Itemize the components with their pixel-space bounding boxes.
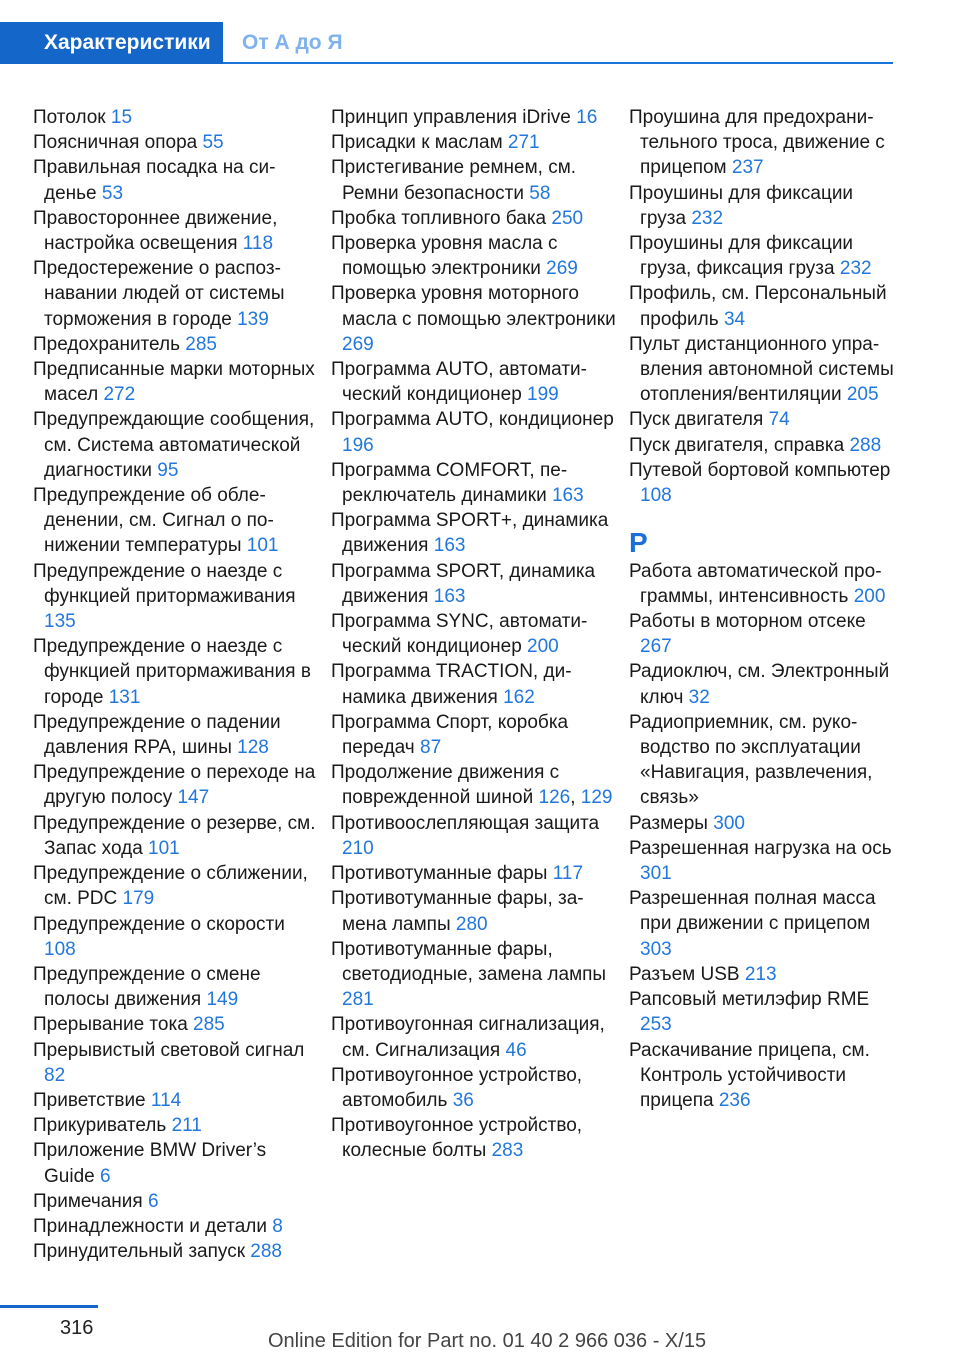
- page-link[interactable]: 232: [839, 258, 872, 280]
- index-entry-term: Противоугонная сигнализация, см. Сигнализация: [331, 1014, 605, 1061]
- page-link[interactable]: 300: [713, 812, 745, 834]
- index-entry-term: Присадки к маслам: [331, 132, 508, 154]
- index-entry-term: Размеры: [629, 812, 714, 834]
- page-link[interactable]: 53: [101, 182, 124, 204]
- page-link[interactable]: 135: [44, 611, 76, 633]
- index-entry-term: Противотуманные фары, светодиодные, замена лампы: [331, 938, 607, 985]
- page-link[interactable]: 118: [242, 233, 274, 255]
- index-entry: [331, 811, 617, 861]
- index-entry-term: Проверка уровня масла с помощью электроники: [331, 233, 558, 280]
- page-link[interactable]: 236: [718, 1089, 751, 1111]
- index-entry: [331, 1012, 617, 1062]
- index-entry: [331, 937, 617, 1013]
- index-entry: [33, 634, 319, 710]
- page-link[interactable]: 163: [433, 585, 466, 607]
- index-entry-term: Работа автоматической программы, интенсивность: [629, 560, 882, 607]
- page-link[interactable]: 8: [272, 1215, 283, 1237]
- index-entry: [33, 1214, 319, 1239]
- index-entry-term: Проверка уровня моторного масла с помощью электроники: [331, 283, 616, 330]
- index-entry: [629, 659, 897, 709]
- index-entry-term: Программа AUTO, автоматический кондиционер: [331, 359, 587, 406]
- index-entry: [33, 1088, 319, 1113]
- index-entry: [629, 886, 897, 962]
- index-entry: [33, 407, 319, 483]
- page-link[interactable]: 232: [691, 207, 724, 229]
- index-entry: [629, 609, 897, 659]
- index-entry: [331, 105, 617, 130]
- index-entry-term: Предупреждение о скорости: [33, 913, 285, 935]
- page-number-rule: [0, 1305, 98, 1308]
- index-entry-term: Правильная посадка на сиденье: [33, 157, 276, 204]
- index-entry-term: Предупреждение об обледенении, см. Сигнал о понижении температуры: [33, 485, 274, 557]
- page-link[interactable]: 55: [202, 132, 224, 154]
- page-link[interactable]: 237: [731, 157, 764, 179]
- page-link[interactable]: 6: [147, 1190, 159, 1212]
- page-number: 316: [60, 1317, 94, 1339]
- index-entry-term: Примечания: [33, 1190, 148, 1212]
- index-entry: [33, 1012, 319, 1037]
- index-entry-term: Потолок: [33, 107, 111, 128]
- index-entry-term: Путевой бортовой компьютер: [629, 459, 891, 481]
- index-entry-term: Предупреждающие сообщения, см. Система автоматической диагностики: [33, 409, 315, 481]
- tab-a-to-z[interactable]: От А до Я: [242, 31, 343, 54]
- index-entry-term: Приложение BMW Driver’s Guide: [33, 1140, 267, 1187]
- page-link[interactable]: 281: [342, 989, 374, 1011]
- index-entry-term: Противотуманные фары, замена лампы: [331, 888, 584, 935]
- page-link[interactable]: 36: [452, 1089, 474, 1111]
- index-entry: [33, 962, 319, 1012]
- page-link[interactable]: 87: [420, 737, 442, 759]
- index-entry: [33, 760, 319, 810]
- index-entry: [331, 1063, 617, 1113]
- index-entry-term: Пристегивание ремнем, см. Ремни безопасности: [331, 157, 577, 204]
- index-entry: [629, 836, 897, 886]
- index-entry: [331, 659, 617, 709]
- index-entry: [629, 407, 897, 432]
- page-link[interactable]: 199: [527, 384, 559, 406]
- index-entry-term: Противоугонное устройство, автомобиль: [331, 1064, 583, 1111]
- page-link[interactable]: 211: [171, 1115, 202, 1137]
- index-entry: [331, 206, 617, 231]
- page-link[interactable]: 163: [433, 535, 466, 557]
- index-entry: [331, 861, 617, 886]
- page-link[interactable]: 283: [491, 1140, 524, 1162]
- index-entry: [331, 231, 617, 281]
- index-entry: [629, 332, 897, 408]
- index-entry-term: Программа Спорт, коробка передач: [331, 711, 569, 759]
- page-link[interactable]: 108: [44, 938, 76, 960]
- footer-edition: Online Edition for Part no. 01 40 2 966 036 - X/15: [268, 1330, 707, 1352]
- page-link[interactable]: 147: [177, 787, 210, 809]
- index-entry: [33, 710, 319, 760]
- index-entry-term: Приветствие: [33, 1089, 151, 1111]
- page-link[interactable]: 74: [768, 409, 790, 431]
- index-entry-term: Профиль, см. Персональный профиль: [629, 283, 887, 330]
- index-entry-term: Проушина для предохранительного троса, движение с прицепом: [629, 107, 885, 179]
- index-entry-term: Программа COMFORT, переключатель динамики: [331, 459, 568, 507]
- tab-characteristics[interactable]: Характеристики: [0, 22, 223, 64]
- page-link[interactable]: 117: [552, 863, 584, 885]
- page-link[interactable]: 253: [640, 1014, 672, 1036]
- index-entry-term: Пульт дистанционного управления автономной системы отопления/вентиляции: [629, 333, 894, 406]
- index-entry-term: Противотуманные фары: [331, 863, 553, 885]
- index-entry: [331, 155, 617, 205]
- page-link[interactable]: 6: [99, 1165, 111, 1187]
- page-link[interactable]: 200: [527, 636, 559, 658]
- index-entry: [629, 1038, 897, 1114]
- page-link[interactable]: 285: [185, 333, 217, 355]
- page-link[interactable]: 272: [103, 384, 136, 406]
- index-entry: [33, 357, 319, 407]
- index-column-3: [629, 105, 897, 1113]
- page-link[interactable]: 301: [640, 863, 672, 885]
- index-entry-term: Пуск двигателя: [629, 409, 769, 431]
- index-entry: [33, 912, 319, 962]
- index-entry: [33, 130, 319, 155]
- index-entry: [629, 559, 897, 609]
- index-entry: [331, 357, 617, 407]
- page-link[interactable]: 149: [206, 989, 239, 1011]
- index-entry-term: Рапсовый метилэфир RME: [629, 989, 870, 1011]
- index-entry: [629, 433, 897, 458]
- index-entry: [629, 962, 897, 987]
- index-entry: [33, 1239, 319, 1264]
- index-entry: [629, 231, 897, 281]
- page-separator: ,: [570, 787, 581, 809]
- index-entry-term: Радиоприемник, см. руководство по эксплуатации «Навигация, развлечения, связь»: [629, 711, 873, 809]
- page-link[interactable]: 288: [849, 434, 882, 456]
- index-entry-term: Проушины для фиксации груза: [629, 182, 854, 229]
- index-entry: [33, 1113, 319, 1138]
- index-entry: [331, 609, 617, 659]
- index-entry-term: Предостережение о распознавании людей от системы торможения в городе: [33, 258, 285, 330]
- index-entry-term: Предупреждение о смене полосы движения: [33, 963, 261, 1011]
- section-letter-text: Р: [629, 526, 648, 558]
- index-entry: [33, 256, 319, 332]
- index-entry-term: Программа SPORT, динамика движения: [331, 560, 596, 607]
- index-entry: [331, 407, 617, 457]
- index-entry-term: Предупреждение о переходе на другую полосу: [33, 762, 316, 809]
- page-link[interactable]: 82: [44, 1064, 66, 1086]
- index-entry-term: Противоослепляющая защита: [331, 812, 600, 834]
- index-entry-term: Предупреждение о падении давления RPA, шины: [33, 711, 281, 759]
- index-entry: [629, 987, 897, 1037]
- index-entry-term: Программа SYNC, автоматический кондиционер: [331, 611, 588, 658]
- page-link[interactable]: 250: [551, 207, 584, 229]
- header-tab-bar: [0, 0, 893, 64]
- index-entry-term: Пробка топливного бака: [331, 207, 552, 229]
- page-link[interactable]: 210: [342, 837, 374, 859]
- index-entry-term: Предупреждение о сближении, см. PDC: [33, 863, 308, 910]
- index-entry-term: Прерывистый световой сигнал: [33, 1039, 305, 1061]
- page-link[interactable]: 163: [551, 485, 584, 507]
- index-entry-term: Программа SPORT+, динамика движения: [331, 510, 609, 557]
- index-entry: [33, 1138, 319, 1188]
- index-entry: [331, 130, 617, 155]
- index-entry: [331, 281, 617, 357]
- index-entry-term: Предупреждение о резерве, см. Запас хода: [33, 812, 316, 859]
- index-entry: [331, 1113, 617, 1163]
- page-link[interactable]: 288: [250, 1241, 282, 1263]
- index-entry: [629, 710, 897, 811]
- index-entry: [331, 508, 617, 558]
- page-link[interactable]: 114: [150, 1089, 182, 1111]
- index-entry: [331, 458, 617, 508]
- index-entry-term: Радиоключ, см. Электронный ключ: [629, 661, 890, 708]
- index-entry-term: Разъем USB: [629, 963, 745, 985]
- page-link[interactable]: 213: [744, 963, 777, 985]
- page-link[interactable]: 126: [538, 787, 571, 809]
- index-entry: [33, 559, 319, 635]
- index-entry-term: Принцип управления iDrive: [331, 107, 577, 128]
- page-link[interactable]: 179: [122, 888, 155, 910]
- index-entry-term: Раскачивание прицепа, см. Контроль устойчивости прицепа: [629, 1039, 870, 1111]
- index-entry-term: Проушины для фиксации груза, фиксация груза: [629, 233, 854, 280]
- index-entry: [331, 760, 617, 810]
- index-entry-term: Прикуриватель: [33, 1115, 172, 1137]
- index-entry: [33, 1189, 319, 1214]
- page-link[interactable]: 108: [640, 485, 672, 507]
- page-link[interactable]: 129: [580, 787, 613, 809]
- index-entry: [629, 811, 897, 836]
- page-link[interactable]: 16: [576, 107, 598, 128]
- index-entry-term: Программа AUTO, кондиционер: [331, 409, 614, 431]
- page-link[interactable]: 32: [688, 686, 710, 708]
- index-entry: [33, 861, 319, 911]
- index-entry-term: Работы в моторном отсеке: [629, 611, 866, 633]
- index-entry-term: Противоугонное устройство, колесные болты: [331, 1115, 583, 1162]
- page-link[interactable]: 128: [237, 737, 269, 759]
- index-entry: [331, 886, 617, 936]
- index-entry: [33, 206, 319, 256]
- page-link[interactable]: 46: [505, 1039, 527, 1061]
- index-entry-term: Принадлежности и детали: [33, 1215, 273, 1237]
- index-entry: [629, 281, 897, 331]
- index-entry: [33, 332, 319, 357]
- index-column-2: [331, 105, 617, 1164]
- index-entry-term: Предписанные марки моторных масел: [33, 359, 315, 406]
- page-link[interactable]: 101: [246, 535, 279, 557]
- section-letter: [629, 508, 897, 558]
- index-entry: [629, 458, 897, 508]
- page-link[interactable]: 285: [193, 1014, 225, 1036]
- index-entry-term: Правостороннее движение, настройка освещения: [33, 207, 278, 255]
- page-link[interactable]: 139: [237, 308, 269, 330]
- page-link[interactable]: 271: [507, 132, 540, 154]
- page-link[interactable]: 205: [846, 384, 879, 406]
- page-link[interactable]: 95: [157, 459, 179, 481]
- page-link[interactable]: 269: [546, 258, 578, 280]
- page-link[interactable]: 15: [110, 107, 133, 128]
- index-entry-term: Разрешенная нагрузка на ось: [629, 837, 892, 859]
- page-link[interactable]: 280: [455, 913, 488, 935]
- index-entry-term: Поясничная опора: [33, 132, 203, 154]
- index-entry: [33, 811, 319, 861]
- index-entry-term: Предупреждение о наезде с функцией притормаживания в городе: [33, 636, 311, 708]
- page-link[interactable]: 131: [108, 686, 141, 708]
- index-entry: [33, 105, 319, 130]
- page-link[interactable]: 34: [723, 308, 746, 330]
- page-link[interactable]: 58: [529, 182, 551, 204]
- index-entry-term: Пуск двигателя, справка: [629, 434, 850, 456]
- page-link[interactable]: 303: [640, 938, 672, 960]
- page-link[interactable]: 269: [342, 333, 374, 355]
- index-entry-term: Принудительный запуск: [33, 1241, 251, 1263]
- index-entry-term: Прерывание тока: [33, 1014, 194, 1036]
- index-column-1: [33, 105, 319, 1264]
- index-entry: [33, 483, 319, 559]
- index-entry-term: Предупреждение о наезде с функцией притормаживания: [33, 560, 296, 607]
- page-link[interactable]: 200: [853, 585, 886, 607]
- index-entry: [331, 559, 617, 609]
- index-entry: [331, 710, 617, 760]
- index-entry: [33, 1038, 319, 1088]
- page-link[interactable]: 101: [148, 837, 180, 859]
- page-link[interactable]: 162: [503, 686, 535, 708]
- index-entry: [33, 155, 319, 205]
- index-entry-term: Предохранитель: [33, 333, 186, 355]
- index-entry-term: Продолжение движения с поврежденной шиной: [331, 762, 560, 809]
- index-entry-term: Разрешенная полная масса при движении с прицепом: [629, 888, 876, 935]
- index-entry: [629, 105, 897, 181]
- page-link[interactable]: 196: [342, 434, 374, 456]
- page-link[interactable]: 267: [640, 636, 672, 658]
- index-entry: [629, 181, 897, 231]
- index-entry-term: Программа TRACTION, динамика движения: [331, 661, 572, 708]
